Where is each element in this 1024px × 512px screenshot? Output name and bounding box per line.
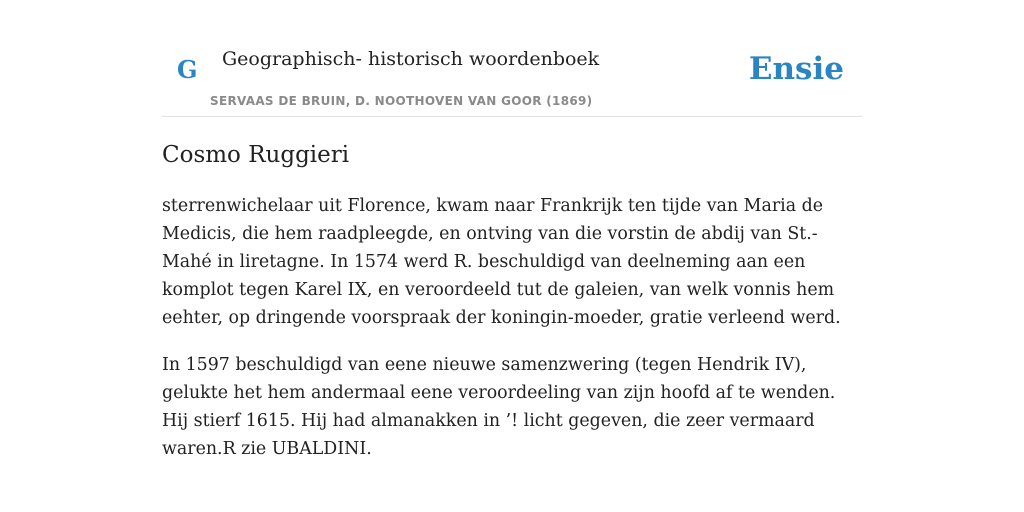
entry-paragraph: sterrenwichelaar uit Florence, kwam naar Frankrijk ten tijde van Maria de Medicis, die hem raadpleegde, en ontving van die vorstin de abdij van St.-Mahé in liretagne. In 1574 werd R. beschuldigd van deelneming aan een komplot tegen Karel IX, en veroordeeld tut de galeien, van welk vonnis hem eehter, op dringende voorspraak der koningin-moeder, gratie verleend werd.	[162, 196, 841, 328]
book-author: SERVAAS DE BRUIN, D. NOOTHOVEN VAN GOOR (1869)	[210, 94, 593, 108]
page-container	[162, 0, 862, 459]
entry-title: Cosmo Ruggieri	[162, 142, 350, 168]
ensie-logo-link[interactable]: Ensie	[748, 51, 844, 87]
entry-body	[162, 192, 862, 482]
entry-paragraph: In 1597 beschuldigd van eene nieuwe samenzwering (tegen Hendrik IV), gelukte het hem andermaal eene veroordeeling van zijn hoofd af te wenden. Hij stierf 1615. Hij had almanakken in ’! licht gegeven, die zeer vermaard waren.R zie UBALDINI.	[162, 355, 836, 459]
book-logo-letter[interactable]: G	[177, 55, 198, 84]
page-header	[162, 0, 862, 117]
book-title[interactable]: Geographisch- historisch woordenboek	[222, 48, 600, 70]
